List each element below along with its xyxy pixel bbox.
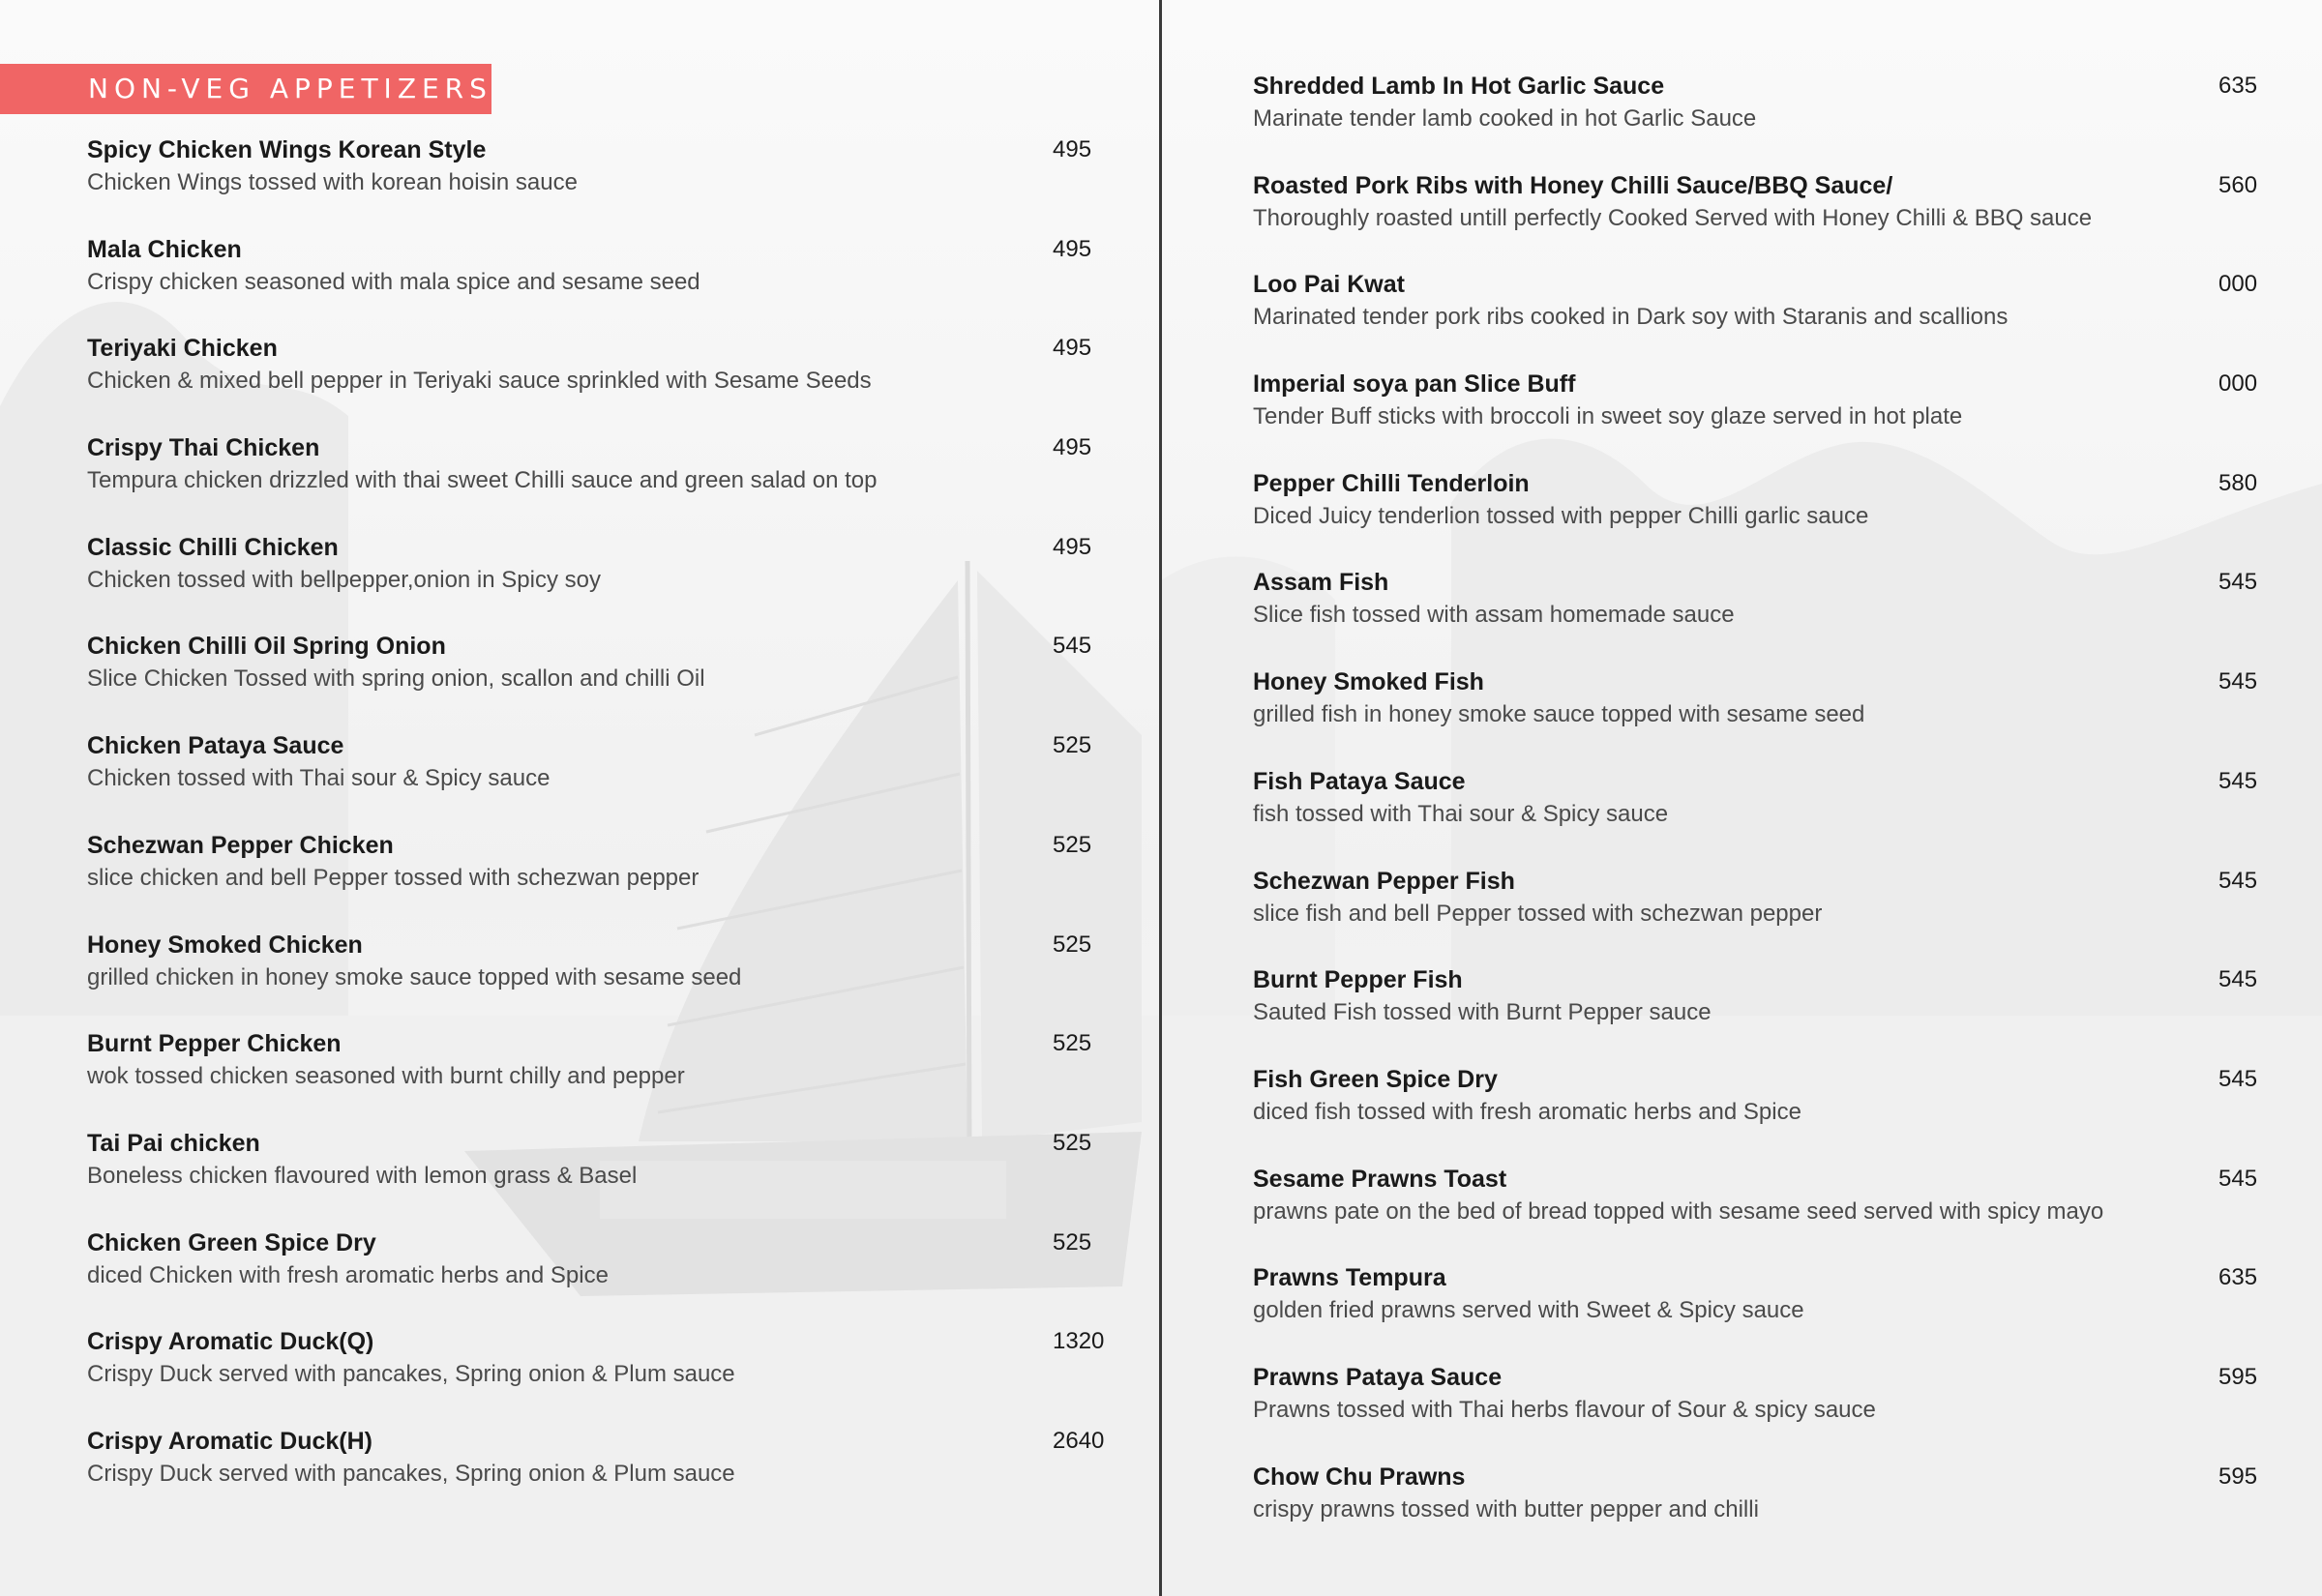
item-description: golden fried prawns served with Sweet & Spicy sauce [1253,1297,1804,1324]
item-description: wok tossed chicken seasoned with burnt chilly and pepper [87,1063,685,1090]
menu-item [87,930,1113,1029]
menu-item [1253,1164,2269,1263]
item-name: Chicken Chilli Oil Spring Onion [87,633,446,661]
item-description: Slice fish tossed with assam homemade sauce [1253,602,1735,629]
section-banner [0,64,491,114]
item-price: 545 [2218,1165,2258,1192]
menu-column-right [1253,71,2269,1560]
item-name: Honey Smoked Fish [1253,668,1484,696]
item-description: Prawns tossed with Thai herbs flavour of Sour & spicy sauce [1253,1396,1876,1423]
item-price: 525 [1053,831,1092,858]
item-name: Imperial soya pan Slice Buff [1253,370,1576,399]
item-name: Crispy Aromatic Duck(Q) [87,1328,374,1356]
item-description: Crispy Duck served with pancakes, Spring onion & Plum sauce [87,1361,735,1388]
item-description: Boneless chicken flavoured with lemon grass & Basel [87,1162,638,1189]
item-description: diced fish tossed with fresh aromatic herbs and Spice [1253,1098,1801,1125]
item-price: 000 [2218,271,2258,298]
item-name: Crispy Thai Chicken [87,434,320,462]
item-description: Crispy chicken seasoned with mala spice and sesame seed [87,268,700,295]
item-price: 635 [2218,73,2258,99]
item-description: grilled chicken in honey smoke sauce topped with sesame seed [87,963,742,990]
item-name: Shredded Lamb In Hot Garlic Sauce [1253,73,1665,100]
menu-item [87,1326,1113,1426]
item-description: fish tossed with Thai sour & Spicy sauce [1253,800,1669,827]
menu-item [1253,1462,2269,1561]
item-description: Chicken tossed with Thai sour & Spicy sauce [87,765,551,792]
item-description: Sauted Fish tossed with Burnt Pepper sauce [1253,999,1712,1026]
item-description: slice chicken and bell Pepper tossed with schezwan pepper [87,864,700,891]
item-description: diced Chicken with fresh aromatic herbs and Spice [87,1261,609,1288]
item-name: Tai Pai chicken [87,1129,260,1157]
item-price: 545 [2218,1065,2258,1092]
item-description: Thoroughly roasted untill perfectly Cooked Served with Honey Chilli & BBQ sauce [1253,204,2093,231]
item-name: Teriyaki Chicken [87,335,278,363]
menu-item [87,1426,1113,1525]
menu-column-left [87,134,1113,1525]
item-price: 525 [1053,1228,1092,1256]
item-price: 545 [2218,569,2258,596]
item-name: Classic Chilli Chicken [87,533,339,561]
item-price: 525 [1053,931,1092,958]
menu-item [1253,766,2269,866]
item-name: Roasted Pork Ribs with Honey Chilli Sauce/BBQ Sauce/ [1253,171,1893,199]
menu-item [1253,567,2269,666]
item-name: Chicken Green Spice Dry [87,1228,376,1256]
item-name: Mala Chicken [87,235,242,263]
page-divider [1159,0,1162,1596]
item-price: 595 [2218,1463,2258,1490]
item-price: 000 [2218,370,2258,398]
menu-item [87,830,1113,930]
item-description: prawns pate on the bed of bread topped with sesame seed served with spicy mayo [1253,1197,2104,1225]
item-name: Burnt Pepper Fish [1253,966,1463,994]
item-price: 495 [1053,235,1092,262]
item-description: Diced Juicy tenderlion tossed with pepper Chilli garlic sauce [1253,502,1869,529]
item-price: 560 [2218,171,2258,198]
item-price: 525 [1053,1030,1092,1057]
item-name: Spicy Chicken Wings Korean Style [87,136,487,163]
item-name: Chow Chu Prawns [1253,1463,1466,1491]
item-description: Chicken & mixed bell pepper in Teriyaki sauce sprinkled with Sesame Seeds [87,368,872,395]
item-price: 2640 [1053,1427,1105,1454]
menu-item [1253,269,2269,369]
item-name: Crispy Aromatic Duck(H) [87,1427,372,1455]
menu-item [87,432,1113,532]
item-name: Fish Green Spice Dry [1253,1065,1498,1093]
item-description: grilled fish in honey smoke sauce topped with sesame seed [1253,701,1865,728]
item-price: 595 [2218,1363,2258,1390]
item-description: Marinate tender lamb cooked in hot Garlic Sauce [1253,105,1757,132]
menu-item [1253,866,2269,965]
item-description: crispy prawns tossed with butter pepper and chilli [1253,1495,1759,1522]
menu-item [87,134,1113,234]
item-description: Chicken Wings tossed with korean hoisin sauce [87,169,578,195]
menu-item [1253,1064,2269,1164]
item-name: Assam Fish [1253,569,1389,597]
item-name: Schezwan Pepper Fish [1253,867,1515,895]
menu-item [87,532,1113,632]
item-description: Slice Chicken Tossed with spring onion, scallon and chilli Oil [87,665,705,693]
item-description: Crispy Duck served with pancakes, Spring onion & Plum sauce [87,1460,735,1487]
item-description: slice fish and bell Pepper tossed with schezwan pepper [1253,900,1823,927]
menu-item [1253,1262,2269,1362]
item-price: 580 [2218,469,2258,496]
menu-item [1253,468,2269,568]
item-description: Chicken tossed with bellpepper,onion in Spicy soy [87,566,601,593]
menu-item [1253,666,2269,766]
item-price: 495 [1053,136,1092,163]
item-name: Honey Smoked Chicken [87,931,363,959]
item-price: 545 [2218,767,2258,794]
item-name: Prawns Tempura [1253,1264,1446,1292]
item-price: 545 [2218,966,2258,993]
item-description: Tender Buff sticks with broccoli in sweet soy glaze served in hot plate [1253,403,1963,430]
section-title: NON-VEG APPETIZERS [88,73,492,104]
item-name: Schezwan Pepper Chicken [87,831,394,859]
menu-item [87,234,1113,334]
menu-item [1253,1362,2269,1462]
menu-item [1253,71,2269,170]
menu-item [87,1028,1113,1128]
menu-item [87,333,1113,432]
item-description: Marinated tender pork ribs cooked in Dark soy with Staranis and scallions [1253,304,2009,331]
item-name: Loo Pai Kwat [1253,271,1405,299]
item-name: Prawns Pataya Sauce [1253,1363,1503,1391]
menu-item [87,1227,1113,1327]
item-price: 495 [1053,434,1092,461]
item-name: Fish Pataya Sauce [1253,767,1466,795]
item-price: 545 [2218,668,2258,695]
item-name: Chicken Pataya Sauce [87,732,344,760]
menu-item [1253,170,2269,270]
item-description: Tempura chicken drizzled with thai sweet Chilli sauce and green salad on top [87,467,878,494]
item-price: 1320 [1053,1328,1105,1355]
menu-item [87,631,1113,730]
item-name: Pepper Chilli Tenderloin [1253,469,1530,497]
item-name: Burnt Pepper Chicken [87,1030,342,1058]
menu-item [87,730,1113,830]
menu-item [87,1128,1113,1227]
item-name: Sesame Prawns Toast [1253,1165,1507,1193]
item-price: 545 [2218,867,2258,894]
item-price: 525 [1053,732,1092,759]
menu-item [1253,369,2269,468]
item-price: 545 [1053,633,1092,660]
menu-item [1253,964,2269,1064]
item-price: 525 [1053,1129,1092,1156]
item-price: 635 [2218,1264,2258,1291]
item-price: 495 [1053,335,1092,362]
item-price: 495 [1053,533,1092,560]
